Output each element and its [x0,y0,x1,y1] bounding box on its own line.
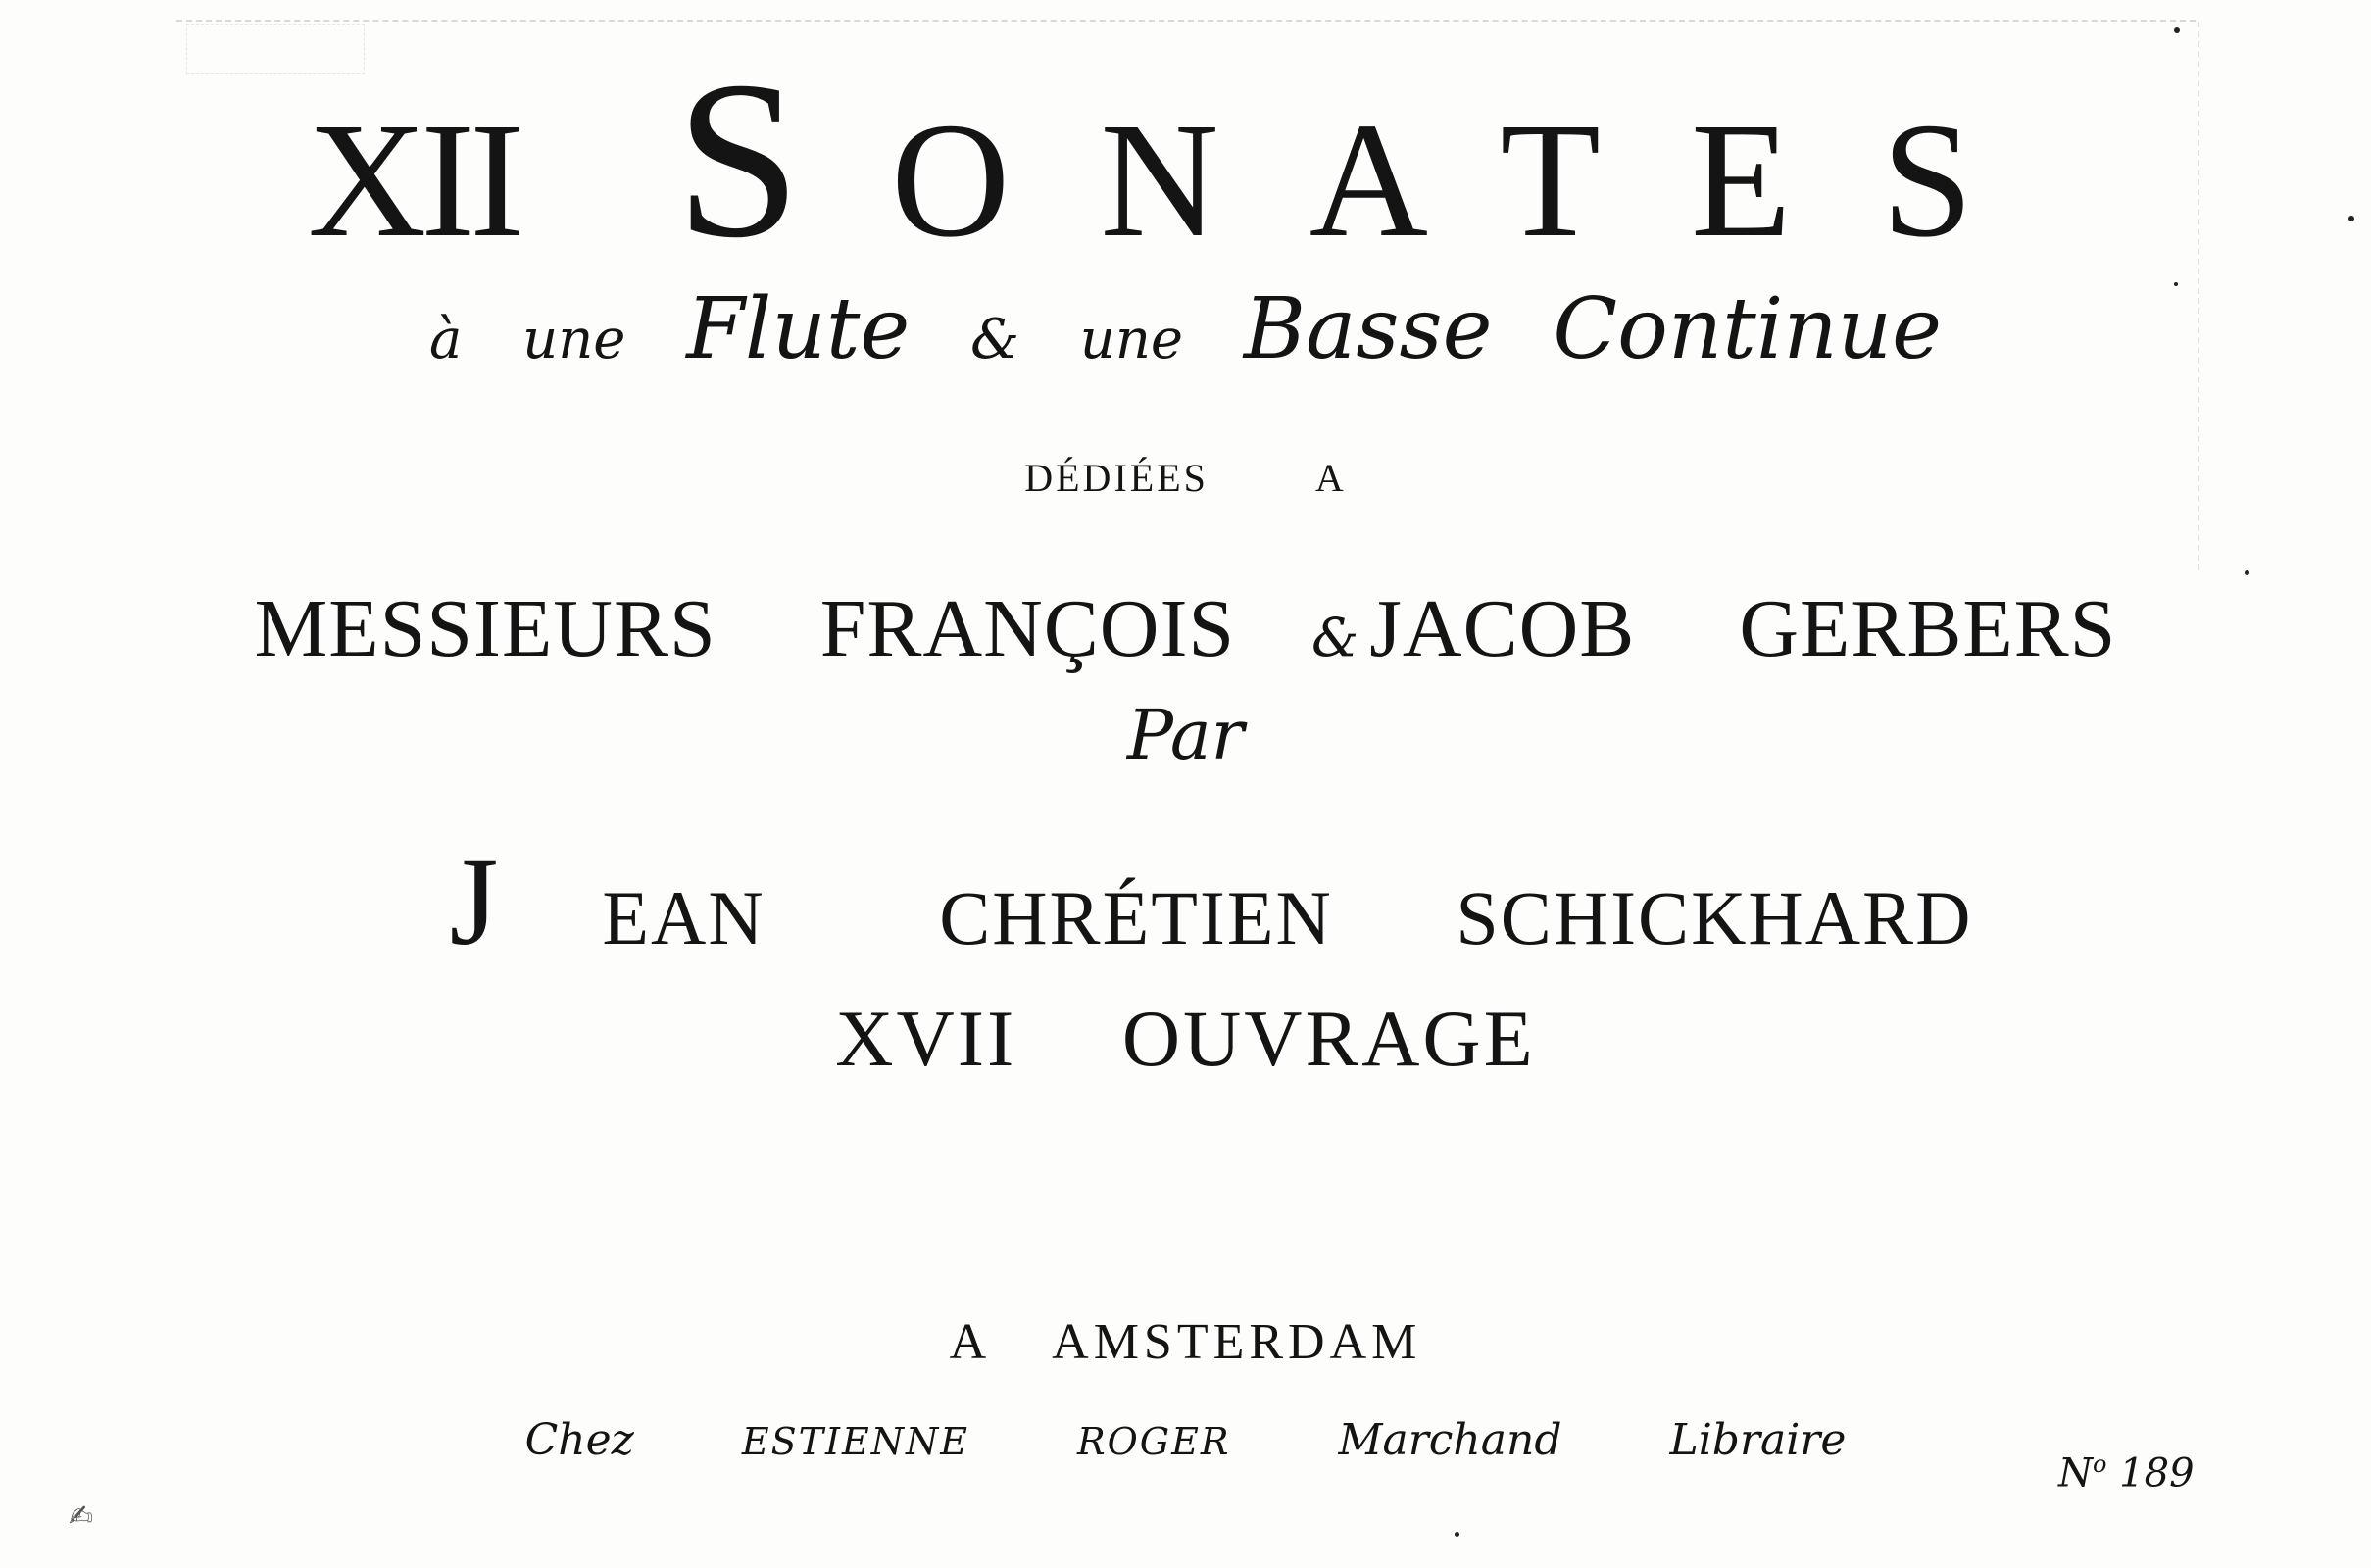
publisher-word: ROGER [1076,1420,1231,1463]
composer-first-initial: J [449,832,501,971]
composer-middle-name: CHRÉTIEN [939,875,1333,960]
ink-speck [2348,216,2354,221]
composer [0,832,2371,971]
handwritten-shelfmark: ✍︎ [69,1499,94,1534]
ink-speck [2174,27,2180,33]
ink-speck [2245,570,2249,575]
publisher-word: ESTIENNE [741,1420,969,1463]
subtitle-word: une [522,308,626,371]
plate-number-prefix: N [2058,1450,2093,1496]
opus-number: XVII [835,994,1017,1083]
ink-speck [1455,1532,1459,1537]
publisher-word: Libraire [1669,1415,1847,1465]
composer-last-name: SCHICKHARD [1456,875,1973,960]
by-word: Par [1126,695,1245,775]
dedication-line [0,439,2371,517]
dedicatees [0,570,2371,688]
dedicatee-ampersand: & [1311,607,1360,668]
title-word-initial: S [675,34,892,284]
subtitle-ampersand: & [970,308,1019,371]
imprint-city [0,1303,2371,1382]
subtitle-word-flute: Flute [686,280,911,378]
dedication-word: DÉDIÉES [1024,456,1209,500]
ink-speck [2174,282,2178,286]
imprint-publisher [0,1401,2371,1480]
subtitle-word: une [1079,308,1184,371]
composer-first-rest: EAN [602,875,766,960]
title [0,34,2371,284]
opus-label: OUVRAGE [1121,994,1536,1083]
plate-number-sup: o [2093,1450,2107,1478]
subtitle-word-continue: Continue [1553,280,1943,378]
title-roman-numeral: XII [307,89,519,271]
subtitle-word: à [428,308,463,371]
by-line [0,686,2371,784]
plate-number [2058,1450,2195,1495]
subtitle [0,270,2371,388]
composer-first-name [399,832,816,971]
opus [0,980,2371,1098]
dedicatee-word: FRANÇOIS [819,583,1236,674]
engraving-border-top [176,20,2196,22]
imprint-city-prefix: A [949,1314,992,1370]
dedication-word: A [1314,456,1347,500]
publisher-word: Marchand [1338,1415,1562,1465]
dedicatee-word: MESSIEURS [254,583,716,674]
dedicatee-word: JACOB [1369,583,1636,674]
plate-number-value: 189 [2119,1450,2195,1496]
title-word [675,34,2064,284]
title-word-rest: ONATES [891,89,2064,271]
dedicatee-word: GERBERS [1739,583,2117,674]
imprint-city-name: AMSTERDAM [1052,1314,1422,1370]
subtitle-word-basse: Basse [1243,280,1493,378]
publisher-word: Chez [524,1415,634,1465]
